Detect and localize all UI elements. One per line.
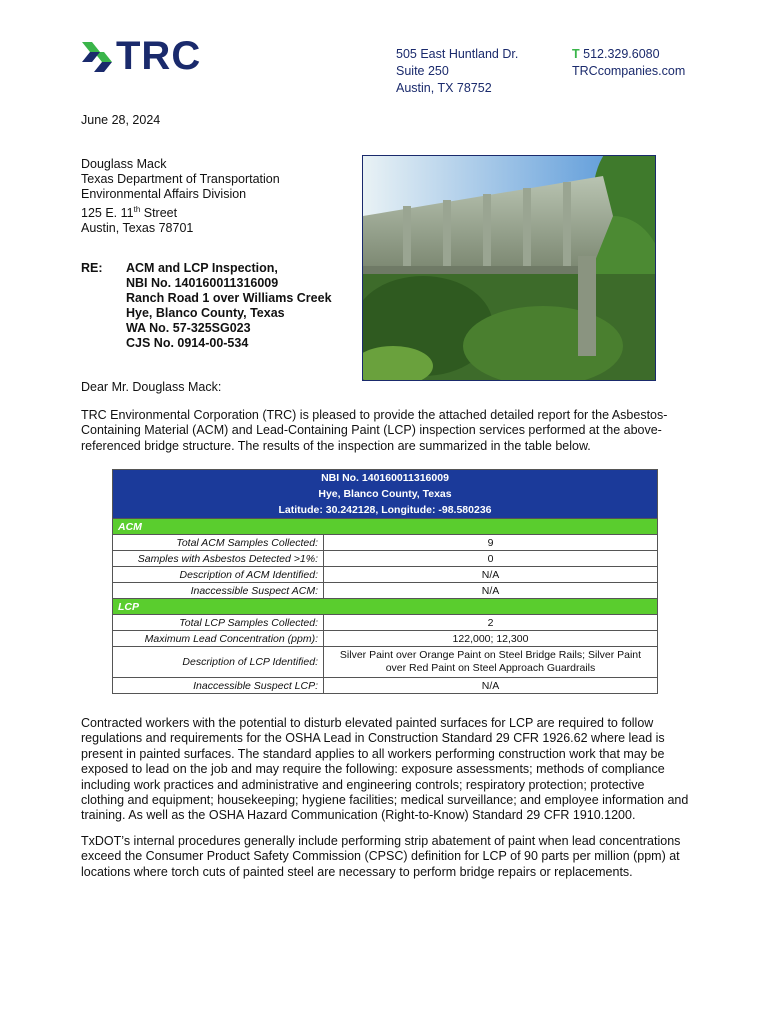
table-row (113, 647, 658, 678)
row-value: N/A (324, 678, 658, 694)
table-header (113, 470, 658, 519)
table-row (113, 615, 658, 631)
recipient-name: Douglass Mack (81, 157, 167, 171)
re-line: Ranch Road 1 over Williams Creek (126, 291, 332, 305)
recipient-division: Environmental Affairs Division (81, 187, 247, 201)
row-value: 9 (324, 535, 658, 551)
lcp-section-title: LCP (113, 599, 658, 615)
re-subject (126, 261, 332, 351)
re-line: CJS No. 0914-00-534 (126, 336, 249, 350)
summary-table (112, 469, 658, 694)
bridge-photo (362, 155, 656, 381)
re-label: RE: (81, 261, 103, 275)
row-label: Inaccessible Suspect ACM: (113, 583, 324, 599)
header-contact (572, 46, 685, 80)
row-label: Total LCP Samples Collected: (113, 615, 324, 631)
logo-text: TRC (116, 34, 202, 78)
re-line: NBI No. 140160011316009 (126, 276, 279, 290)
table-row (113, 631, 658, 647)
recipient-org: Texas Department of Transportation (81, 172, 280, 186)
row-label: Description of LCP Identified: (113, 647, 324, 678)
table-header-line: Hye, Blanco County, Texas (318, 488, 452, 500)
table-row (113, 535, 658, 551)
street-suffix: th (133, 205, 141, 214)
address-line: Suite 250 (396, 64, 449, 78)
recipient-street (81, 202, 280, 221)
trc-logo-mark-icon (80, 40, 114, 78)
street-name: Street (140, 206, 178, 221)
re-line: WA No. 57-325SG023 (126, 321, 251, 335)
table-section-row (113, 519, 658, 535)
table-header-row (113, 470, 658, 519)
row-label: Total ACM Samples Collected: (113, 535, 324, 551)
recipient-city: Austin, Texas 78701 (81, 221, 194, 236)
table-row (113, 551, 658, 567)
row-value: 122,000; 12,300 (324, 631, 658, 647)
table-row (113, 678, 658, 694)
address-line: Austin, TX 78752 (396, 81, 492, 95)
row-label: Description of ACM Identified: (113, 567, 324, 583)
re-line: ACM and LCP Inspection, (126, 261, 278, 275)
trc-logo (80, 34, 210, 82)
table-section-row (113, 599, 658, 615)
letter-date: June 28, 2024 (81, 113, 161, 127)
phone-number: 512.329.6080 (583, 47, 660, 61)
row-value: 2 (324, 615, 658, 631)
table-row (113, 583, 658, 599)
row-value: N/A (324, 567, 658, 583)
row-value: N/A (324, 583, 658, 599)
street-number: 125 E. 11 (81, 206, 134, 221)
phone-prefix: T (572, 47, 580, 61)
recipient-block (81, 157, 280, 236)
txdot-paragraph: TxDOT’s internal procedures generally include performing strip abatement of paint when lead concentrations exceed the Consumer Product Safety Commission (CPSC) definition for LCP of 90 parts per million (ppm) at locations where torch cuts of painted steel are necessary to perform bridge repairs or replacements. (81, 834, 681, 879)
table-header-line: Latitude: 30.242128, Longitude: -98.580236 (278, 504, 492, 516)
row-value: Silver Paint over Orange Paint on Steel Bridge Rails; Silver Paint over Red Paint on Steel Approach Guardrails (324, 647, 658, 678)
intro-paragraph: TRC Environmental Corporation (TRC) is pleased to provide the attached detailed report for the Asbestos-Containing Material (ACM) and Lead-Containing Paint (LCP) inspection services performed at the above-referenced bridge structure. The results of the inspection are summarized in the table below. (81, 408, 668, 453)
acm-section-title: ACM (113, 519, 658, 535)
header-address (396, 46, 518, 97)
row-label: Inaccessible Suspect LCP: (113, 678, 324, 694)
row-label: Samples with Asbestos Detected >1%: (113, 551, 324, 567)
re-line: Hye, Blanco County, Texas (126, 306, 285, 320)
address-line: 505 East Huntland Dr. (396, 47, 519, 61)
table-header-line: NBI No. 140160011316009 (321, 472, 449, 484)
phone-line (572, 46, 685, 63)
website: TRCcompanies.com (572, 64, 686, 78)
osha-paragraph: Contracted workers with the potential to disturb elevated painted surfaces for LCP are required to follow regulations and requirements for the OSHA Lead in Construction Standard 29 CFR 1926.62 where lead is present in painted surfaces. The standard applies to all workers performing construction work that may be exposed to lead on the job and may require the following: exposure assessments; methods of compliance including work practices and administrative and engineering controls; respiratory protection; protective clothing and equipment; housekeeping; hygiene facilities; medical surveillance; and employee information and training. As well as the OSHA Hazard Communication (Right-to-Know) Standard 29 CFR 1910.1200. (81, 716, 689, 823)
table-row (113, 567, 658, 583)
row-label: Maximum Lead Concentration (ppm): (113, 631, 324, 647)
salutation: Dear Mr. Douglass Mack: (81, 380, 222, 394)
row-value: 0 (324, 551, 658, 567)
